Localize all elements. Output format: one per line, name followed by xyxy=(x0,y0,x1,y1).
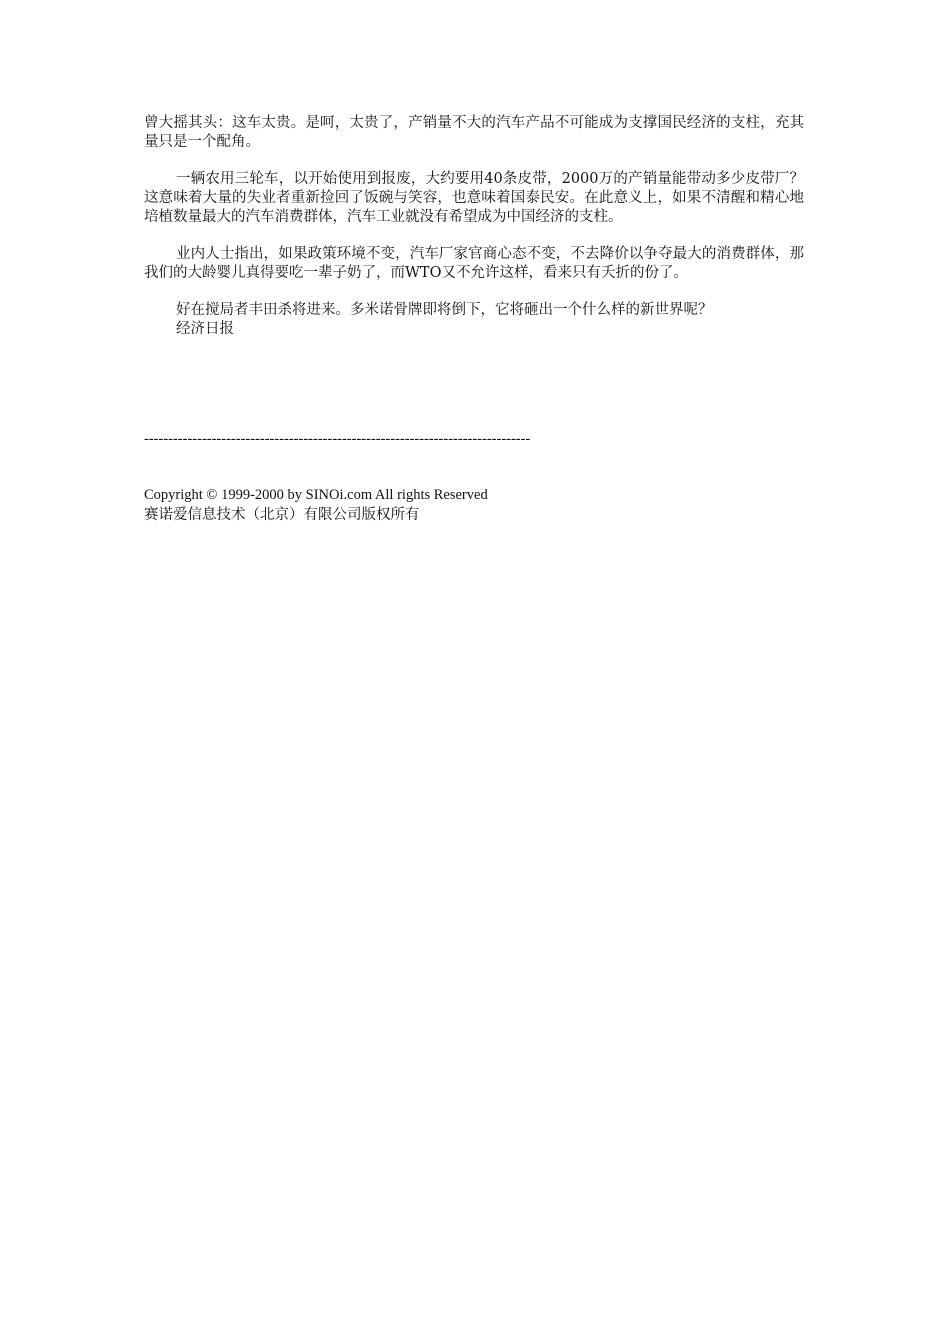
article-paragraph: 业内人士指出，如果政策环境不变，汽车厂家官商心态不变，不去降价以争夺最大的消费群体，那我们的大龄婴儿真得要吃一辈子奶了，而WTO又不允许这样，看来只有夭折的份了。 xyxy=(144,246,804,281)
article-paragraph: 曾大摇其头：这车太贵。是呵，太贵了，产销量不大的汽车产品不可能成为支撑国民经济的支柱，充其量只是一个配角。 xyxy=(144,115,804,150)
article-body xyxy=(144,114,804,339)
horizontal-divider: -------------------------------------------------------------------------------- xyxy=(144,431,531,447)
company-notice: 赛诺爱信息技术（北京）有限公司版权所有 xyxy=(144,507,420,523)
page-footer xyxy=(144,485,488,525)
article-paragraph: 好在搅局者丰田杀将进来。多米诺骨牌即将倒下，它将砸出一个什么样的新世界呢？ xyxy=(176,302,713,318)
article-paragraph: 一辆农用三轮车，以开始使用到报废，大约要用40条皮带，2000万的产销量能带动多少皮带厂？这意味着大量的失业者重新捡回了饭碗与笑容，也意味着国泰民安。在此意义上，如果不清醒和精心地培植数量最大的汽车消费群体，汽车工业就没有希望成为中国经济的支柱。 xyxy=(144,171,804,225)
copyright-notice: Copyright © 1999-2000 by SINOi.com All rights Reserved xyxy=(144,487,488,503)
article-source: 经济日报 xyxy=(176,321,234,337)
